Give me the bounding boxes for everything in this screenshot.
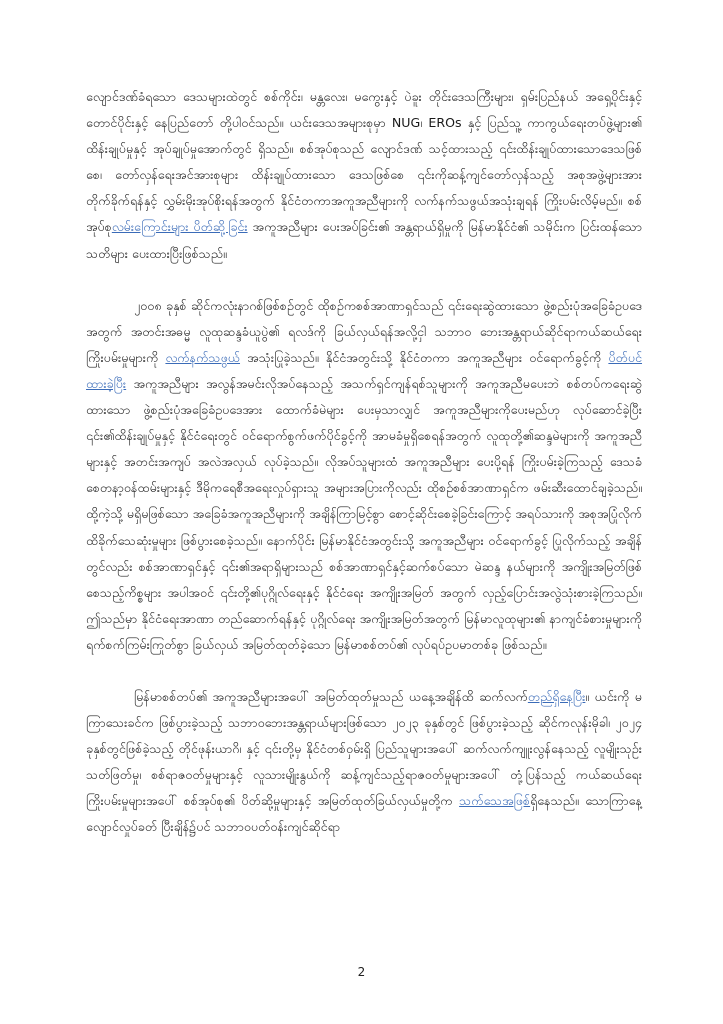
- inline-link[interactable]: သက်သေအဖြစ်: [459, 793, 531, 809]
- paragraph-text: ၂၀၀၈ ခုနှစ် ဆိုင်ကလုံးနာဂစ်ဖြစ်စဉ်တွင် ထိုစဉ်ကစစ်အာဏာရှင်သည် ၎င်းရေးဆွဲထားသော ဖွဲ့စည်းပုံအခြေခံဥပဒေအတွက် အတင်းအဓမ္မ လူထုဆန္ဒခံယူပွဲ၏ ရလဒ်ကို ခြယ်လှယ်ရန်အလို့ငှါ သဘာဝ ဘေးအန္တရာယ်ဆိုင်ရာကယ်ဆယ်ရေး ကြိုးပမ်းမှုများကို: [86, 297, 642, 365]
- paragraph-text: မြန်မာစစ်တပ်၏ အကူအညီများအပေါ် အမြတ်ထုတ်မှုသည် ယနေ့အချိန်ထိ ဆက်လက်: [134, 688, 528, 704]
- paragraph-1: [86, 84, 642, 267]
- paragraph-text: ။ ယင်းကို မကြာသေးခင်က ဖြစ်ပွားခဲ့သည့် သဘာဝဘေးအန္တရာယ်များဖြစ်သော ၂၀၂၃ ခုနှစ်တွင် ဖြစ်ပွားခဲ့သည့် ဆိုင်ကလုန်းမိုခါ၊ ၂၀၂၄ ခုနှစ်တွင်ဖြစ်ခဲ့သည့် တိုင်ဖုန်းယာဂိ၊ နှင့် ၎င်းတို့မှ နိုင်ငံတစ်ဝှမ်းရှိ ပြည်သူများအပေါ် ဆက်လက်ကျူးလွန်နေသည့် လူမျိုးသုဉ်းသတ်ဖြတ်မှု၊ စစ်ရာဇဝတ်မှုများနှင့် လူသားမျိုးနွယ်ကို ဆန့်ကျင်သည့်ရာဇဝတ်မှုများအပေါ် တုံ့ပြန်သည့် ကယ်ဆယ်ရေးကြိုးပမ်းမှုများအပေါ် စစ်အုပ်စု၏ ပိတ်ဆို့မှုများနှင့် အမြတ်ထုတ်ခြယ်လှယ်မှုတို့က: [86, 688, 642, 809]
- paragraph-2: [86, 293, 642, 658]
- inline-link[interactable]: လမ်းကြောင်းများ ပိတ်ဆို့ခြင်း: [111, 219, 248, 235]
- paragraph-text: အသုံးပြုခဲ့သည်။ နိုင်ငံအတွင်းသို့ နိုင်ငံတကာ အကူအညီများ ဝင်ရောက်ခွင့်ကို: [240, 349, 609, 365]
- paragraph-text: အကူအညီများ ပေးအပ်ခြင်း၏ အန္တရာယ်ရှိမှုကို မြန်မာနိုင်ငံ၏ သမိုင်းက ပြင်းထန်သော သတိများ ပေးထားပြီးဖြစ်သည်။: [86, 219, 642, 261]
- paragraph-text: ရှိနေသည်။ သောကြာနေ့ လျောင်လှုပ်ခတ် ပြီးချိန်၌ပင် သဘာဝပတ်ဝန်းကျင်ဆိုင်ရာ: [86, 793, 642, 835]
- document-body: [86, 84, 642, 867]
- paragraph-3: [86, 684, 642, 841]
- paragraph-text: အကူအညီများ အလွန်အမင်းလိုအပ်နေသည့် အသက်ရှင်ကျန်ရစ်သူများကို အကူအညီမပေးဘဲ စစ်တပ်ကရေးဆွဲထားသော ဖွဲ့စည်းပုံအခြေခံဥပဒေအား ထောက်ခံမဲများ ပေးမှသာလျှင် အကူအညီများကိုပေးမည်ဟု လုပ်ဆောင်ခဲ့ပြီး ၎င်း၏ထိန်းချုပ်မှုနှင့် နိုင်ငံရေးတွင် ဝင်ရောက်စွက်ဖက်ပိုင်ခွင့်ကို အာမခံမှုရှိစေရန်အတွက် လူထုတို့၏ဆန္ဒမဲများကို အကူအညီများနှင့် အတင်းအကျပ် အလဲအလှယ် လုပ်ခဲ့သည်။ လိုအပ်သူများထံ အကူအညီများ ပေးပို့ရန် ကြိုးပမ်းခဲ့ကြသည့် ဒေသခံစေတနာ့ဝန်ထမ်းများနှင့် ဒီမိုကရေစီအရေးလှုပ်ရှားသူ အများအပြားကိုလည်း ထိုစဉ်စစ်အာဏာရှင်က ဖမ်းဆီးထောင်ချခဲ့သည်။ ထို့ကဲ့သို့ မရှိမဖြစ်သော အခြေခံအကူအညီများကို အချိန်ကြာမြင့်စွာ စောင့်ဆိုင်းစေခဲ့ခြင်းကြောင့် အရပ်သားကို အစုအပြုံလိုက် ထိခိုက်သေဆုံးမှုများ ဖြစ်ပွားစေခဲ့သည်။ နောက်ပိုင်း မြန်မာနိုင်ငံအတွင်းသို့ အကူအညီများ ဝင်ရောက်ခွင့် ပြုလိုက်သည့် အချိန်တွင်လည်း စစ်အာဏာရှင်နှင့် ၎င်း၏အရာရှိများသည် စစ်အာဏာရှင်နှင့်ဆက်စပ်သော မဲဆန္ဒ နယ်များကို အကျိုးအမြတ်ဖြစ်စေသည့်ကိစ္စများ အပါအဝင် ၎င်းတို့၏ပုဂ္ဂိုလ်ရေးနှင့် နိုင်ငံရေး အကျိုးအမြတ် အတွက် လှည့်ပြောင်းအလွဲသုံးစားခဲ့ကြသည်။ ဤသည်မှာ နိုင်ငံရေးအာဏာ တည်ဆောက်ရန်နှင့် ပုဂ္ဂိုလ်ရေး အကျိုးအမြတ်အတွက် မြန်မာလူထုများ၏ နာကျင်ခံစားမှုများကို ရက်စက်ကြမ်းကြုတ်စွာ ခြယ်လှယ် အမြတ်ထုတ်ခဲ့သော မြန်မာစစ်တပ်၏ လုပ်ရပ်ဥပမာတစ်ခု ဖြစ်သည်။: [86, 375, 642, 652]
- page-number: 2: [357, 965, 366, 979]
- inline-link[interactable]: ပိတ်ပင်ထားခဲ့ပြီး: [86, 349, 643, 391]
- paragraph-text: လျောင်ဒဏ်ခံရသော ဒေသများထဲတွင် စစ်ကိုင်း၊ မန္တလေး၊ မကွေးနှင့် ပဲခူး တိုင်းဒေသကြီးများ၊ ရှမ်းပြည်နယ် အရှေ့ပိုင်းနှင့်တောင်ပိုင်းနှင့် နေပြည်တော် တို့ပါဝင်သည်။ ယင်းဒေသအများစုမှာ NUG၊ EROs နှင့် ပြည်သူ့ ကာကွယ်ရေးတပ်ဖွဲ့များ၏ ထိန်းချုပ်မှုနှင့် အုပ်ချုပ်မှုအောက်တွင် ရှိသည်။ စစ်အုပ်စုသည် လျောင်ဒဏ် သင့်ထားသည့် ၎င်းထိန်းချုပ်ထားသောဒေသဖြစ်စေ၊ တော်လှန်ရေးအင်အားစုများ ထိန်းချုပ်ထားသော ဒေသဖြစ်စေ ၎င်းကိုဆန့်ကျင်တော်လှန်သည့် အစုအဖွဲ့များအား တိုက်ခိုက်ရန်နှင့် လွှမ်းမိုးအုပ်စိုးရန်အတွက် နိုင်ငံတကာအကူအညီများကို လက်နက်သဖွယ်အသုံးချရန် ကြိုးပမ်းလိမ့်မည်။ စစ်အုပ်စု: [86, 89, 642, 235]
- inline-link[interactable]: တည်ရှိနေပြီး: [527, 688, 586, 704]
- inline-link[interactable]: လက်နက်သဖွယ်: [165, 349, 241, 365]
